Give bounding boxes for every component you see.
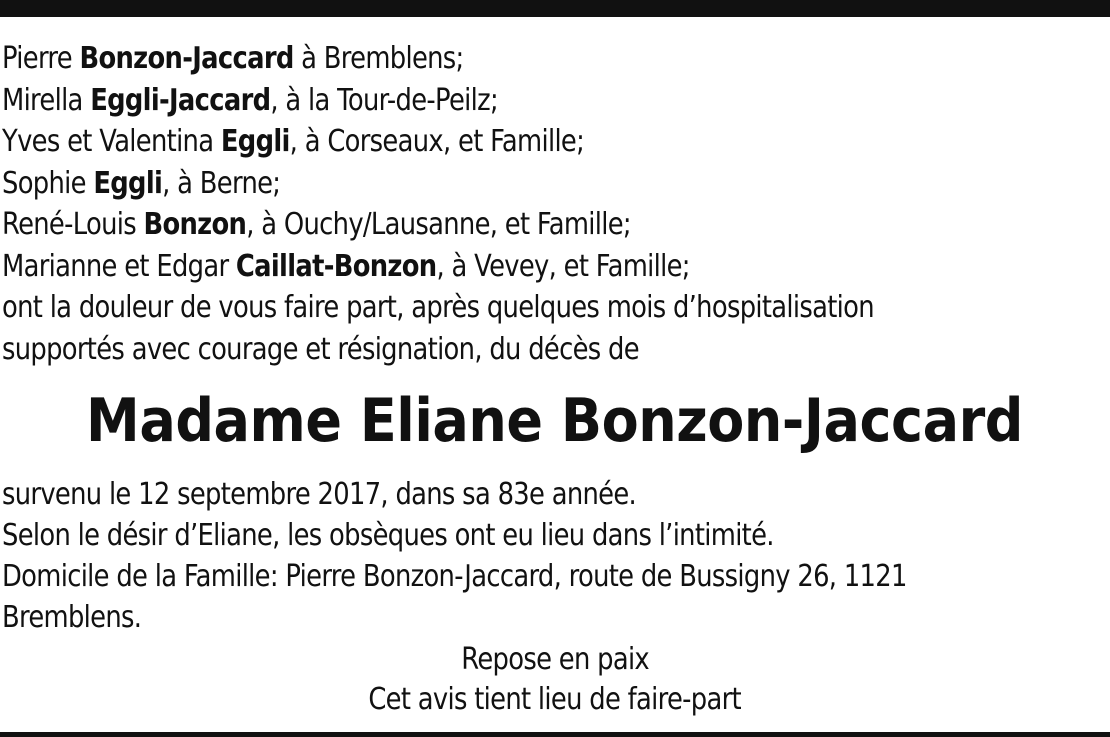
closing-block	[0, 640, 1110, 720]
surname: Bonzon	[143, 207, 247, 242]
location: , à Corseaux, et Famille;	[289, 124, 585, 159]
given-name: René-Louis	[2, 207, 144, 242]
closing-text: Cet avis tient lieu de faire-part	[368, 682, 742, 717]
top-border-rule	[0, 0, 1110, 17]
surname: Bonzon-Jaccard	[79, 41, 294, 76]
announcement-line: supportés avec courage et résignation, du décès de	[2, 331, 639, 367]
details-block	[2, 474, 1110, 638]
location: , à Berne;	[162, 165, 281, 201]
announcement-line: ont la douleur de vous faire part, après quelques mois d’hospitalisation	[2, 290, 874, 325]
bottom-border-rule	[0, 732, 1110, 737]
details-line: survenu le 12 septembre 2017, dans sa 83e année.	[2, 477, 637, 512]
given-name: Marianne et Edgar	[2, 248, 236, 284]
family-line	[2, 80, 953, 122]
closing-line	[0, 640, 1110, 680]
closing-text: Repose en paix	[461, 642, 649, 677]
surname: Eggli	[220, 124, 290, 159]
deceased-name: Madame Eliane Bonzon-Jaccard	[86, 386, 1024, 456]
given-name: Sophie	[2, 165, 94, 201]
details-line: Bremblens.	[2, 600, 142, 635]
family-line	[2, 163, 953, 205]
given-name: Pierre	[2, 41, 80, 76]
closing-line	[0, 680, 1110, 720]
location: , à Vevey, et Famille;	[436, 248, 690, 284]
location: , à Ouchy/Lausanne, et Famille;	[246, 207, 631, 242]
surname: Eggli-Jaccard	[90, 82, 271, 118]
deceased-name-heading	[0, 385, 1110, 457]
given-name: Mirella	[2, 82, 91, 118]
details-line: Selon le désir d’Eliane, les obsèques ont eu lieu dans l’intimité.	[2, 518, 774, 553]
family-line	[2, 38, 953, 80]
surname: Eggli	[93, 165, 163, 201]
location: , à la Tour-de-Peilz;	[270, 82, 498, 118]
family-line	[2, 204, 953, 246]
family-line	[2, 121, 953, 163]
location: à Bremblens;	[293, 41, 464, 76]
family-line	[2, 246, 953, 288]
details-line: Domicile de la Famille: Pierre Bonzon-Jaccard, route de Bussigny 26, 1121	[2, 559, 907, 594]
surname: Caillat-Bonzon	[235, 248, 437, 284]
family-list	[2, 38, 953, 370]
given-name: Yves et Valentina	[2, 124, 221, 159]
